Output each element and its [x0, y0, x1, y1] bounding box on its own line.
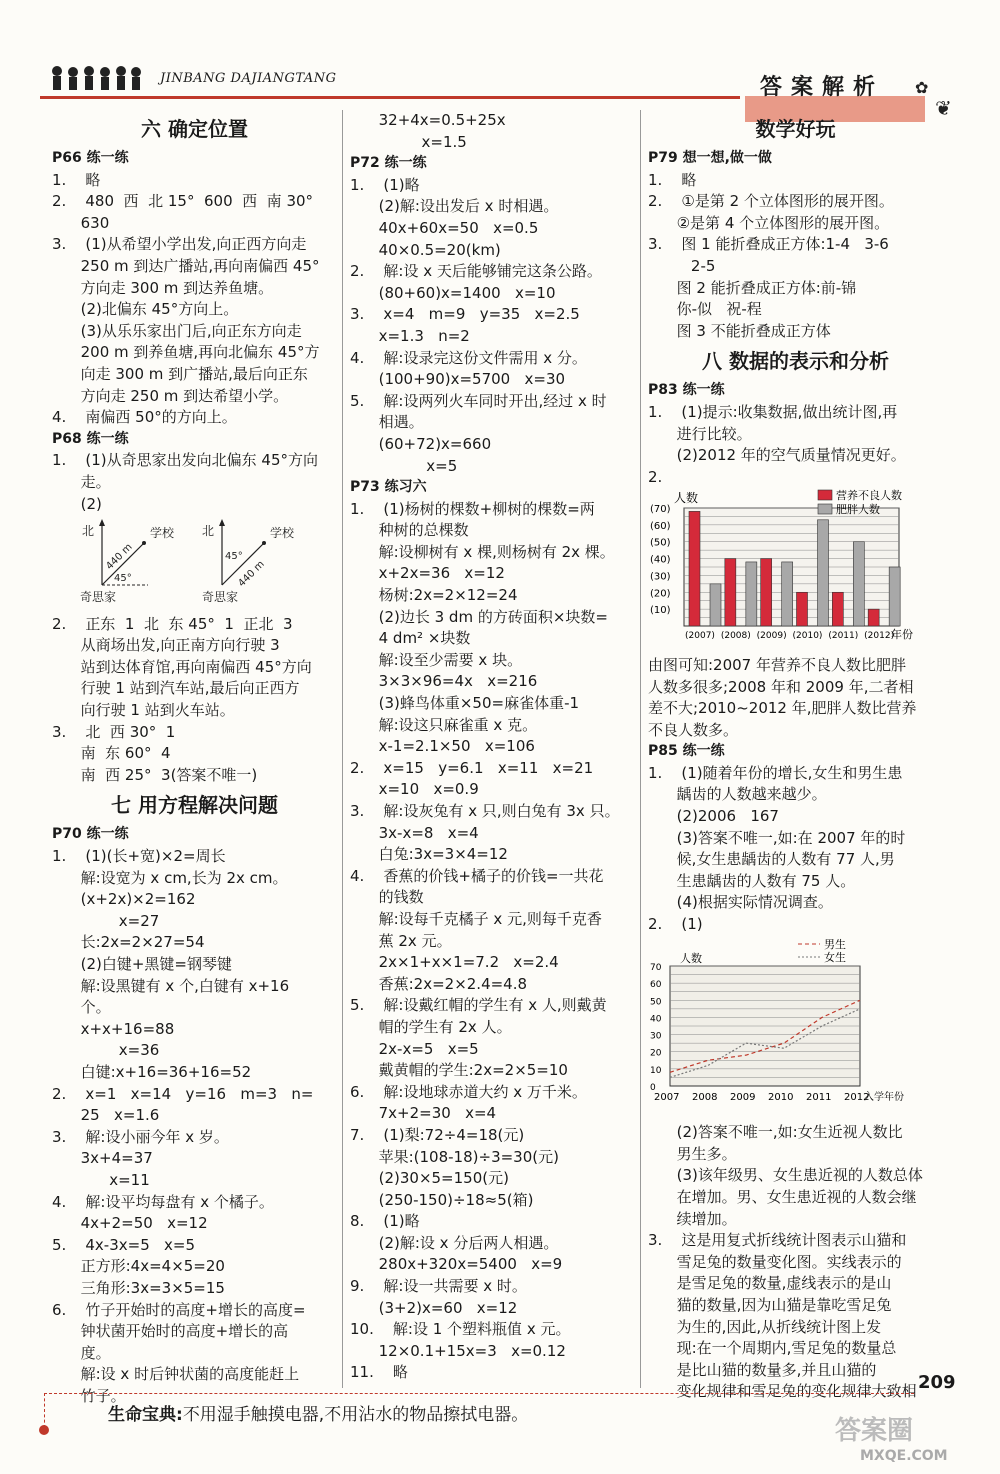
answer-line: 2. 480 西 北 15° 600 西 南 30° — [52, 192, 314, 211]
answer-line: 4x+2=50 x=12 — [52, 1214, 208, 1233]
answer-line: 杨树:2x=2×12=24 — [350, 586, 518, 605]
answer-line: (80+60)x=1400 x=10 — [350, 283, 556, 302]
answer-line: 2. x=1 x=14 y=16 m=3 n= — [52, 1084, 314, 1103]
x-tick-label: (2011) — [828, 631, 859, 642]
y-tick-label: 0 — [650, 1082, 656, 1093]
answer-line: 南 东 60° 4 — [52, 744, 171, 763]
x-tick-label: 2010 — [768, 1091, 794, 1103]
bar-obese — [710, 584, 721, 626]
answer-line: 2. (1) — [648, 915, 703, 934]
answer-line: x+x+16=88 — [52, 1019, 175, 1038]
x-tick-label: 2011 — [806, 1091, 832, 1103]
bar-obese — [889, 567, 900, 626]
page-number: 209 — [918, 1372, 956, 1393]
watermark-url: MXQE.COM — [860, 1448, 948, 1464]
exercise-heading: P79 想一想,做一做 — [648, 150, 772, 166]
exercise-heading: P66 练一练 — [52, 150, 129, 166]
brand-logo-dolls — [48, 62, 143, 92]
bar-obese — [818, 520, 829, 626]
y-tick-label: (60) — [650, 521, 671, 533]
school-label: 学校 — [150, 526, 175, 541]
deco-ornament-icon: ✿ — [915, 78, 929, 97]
answer-line: 1. (1)随着年份的增长,女生和男生患 — [648, 763, 903, 782]
answer-line: 南 西 25° 3(答案不唯一) — [52, 765, 258, 784]
answer-line: (3+2)x=60 x=12 — [350, 1298, 518, 1317]
answer-line: 7x+2=30 x=4 — [350, 1104, 497, 1123]
tip-text: 不用湿手触摸电器,不用沾水的物品擦拭电器。 — [182, 1405, 529, 1425]
answer-line: 香蕉:2x=2×2.4=4.8 — [350, 974, 528, 993]
x-tick-label: 2009 — [730, 1091, 756, 1103]
answer-line: x-1=2.1×50 x=106 — [350, 737, 535, 756]
answer-line: 续增加。 — [648, 1209, 737, 1228]
y-tick-label: (10) — [650, 605, 671, 617]
answer-line: 2x×1+x×1=7.2 x=2.4 — [350, 953, 559, 972]
y-tick-label: 70 — [650, 962, 662, 973]
answer-line: x=5 — [350, 456, 458, 475]
svg-text:45°: 45° — [225, 551, 243, 563]
answer-line: 32+4x=0.5+25x — [350, 111, 506, 129]
answer-line: 竹子。 — [52, 1386, 126, 1405]
answer-line: 苹果:(108-18)÷3=30(元) — [350, 1147, 559, 1166]
answer-line: (2)2006 167 — [648, 807, 779, 826]
answer-line: 3. 解:设灰兔有 x 只,则白兔有 3x 只。 — [350, 802, 620, 820]
answer-line: 帽的学生有 2x 人。 — [350, 1017, 512, 1036]
answer-line: (2)解:设出发后 x 时相遇。 — [350, 197, 559, 216]
bar-chart — [648, 488, 918, 648]
answer-line: (2)2012 年的空气质量情况更好。 — [648, 446, 906, 465]
answer-line: 10. 解:设 1 个塑料瓶值 x 元。 — [350, 1320, 571, 1339]
answer-line: (4)根据实际情况调查。 — [648, 893, 833, 912]
answer-line: (3)该年级男、女生患近视的人数总体 — [648, 1166, 923, 1185]
footer-dot — [39, 1425, 49, 1435]
answer-line: x+2x=36 x=12 — [350, 564, 505, 583]
answer-line: 钟状菌开始时的高度+增长的高 — [52, 1322, 289, 1341]
answer-line: 向走 300 m 到广播站,最后向正东 — [52, 364, 308, 383]
answer-line: 8. (1)略 — [350, 1212, 420, 1231]
answer-line: 变化规律和雪足兔的变化规律大致相 — [648, 1382, 917, 1401]
answer-line: 解:设黑键有 x 个,白键有 x+16 — [52, 976, 290, 995]
answer-line: 图 3 不能折叠成正方体 — [648, 321, 831, 340]
answer-column-1 — [52, 110, 337, 1407]
answer-line: 3x+4=37 — [52, 1149, 153, 1168]
answer-line: 5. 解:设两列火车同时开出,经过 x 时 — [350, 391, 607, 410]
y-tick-label: 10 — [650, 1065, 662, 1076]
header-rule — [40, 96, 740, 99]
answer-line: 2x-x=5 x=5 — [350, 1039, 479, 1058]
answer-line: 猫的数量,因为山猫是靠吃雪足兔 — [648, 1295, 892, 1314]
answer-line: 从商场出发,向正南方向行驶 3 — [52, 636, 280, 655]
answer-line: 3×3×96=4x x=216 — [350, 672, 538, 691]
answer-line: 5. 解:设戴红帽的学生有 x 人,则戴黄 — [350, 996, 607, 1015]
answer-line: (100+90)x=5700 x=30 — [350, 370, 566, 389]
legend-label: 肥胖人数 — [836, 503, 880, 517]
map-figure-wrap — [52, 515, 337, 614]
y-tick-label: 20 — [650, 1048, 662, 1059]
answer-line: 1. (1)提示:收集数据,做出统计图,再 — [648, 402, 898, 421]
answer-line: 2-5 — [648, 256, 716, 275]
tip-label: 生命宝典: — [108, 1405, 183, 1425]
y-tick-label: (50) — [650, 538, 671, 550]
answer-line: 进行比较。 — [648, 424, 752, 443]
answer-line: 3. x=4 m=9 y=35 x=2.5 — [350, 305, 580, 324]
answer-line: 候,女生患龋齿的人数有 77 人,男 — [648, 850, 895, 869]
answer-line: 解:设宽为 x cm,长为 2x cm。 — [52, 868, 288, 887]
answer-line: (3)从乐乐家出门后,向正东方向走 — [52, 321, 302, 340]
answer-line: 4. 解:设录完这份文件需用 x 分。 — [350, 348, 587, 367]
answer-line: (2) — [52, 494, 102, 513]
brand-text: JINBANG DAJIANGTANG — [160, 71, 337, 86]
x-tick-label: 2007 — [654, 1091, 680, 1103]
answer-line: 在增加。男、女生患近视的人数会继 — [648, 1188, 917, 1206]
deco-cat-icon: ❦ — [935, 96, 952, 120]
answer-title: 答案解析 — [760, 75, 885, 100]
y-tick-label: (70) — [650, 504, 671, 516]
bar-obese — [746, 562, 757, 626]
answer-line: 男生多。 — [648, 1144, 737, 1163]
answer-line: 三角形:3x=3×5=15 — [52, 1278, 225, 1297]
answer-line: ②是第 4 个立体图形的展开图。 — [648, 213, 890, 232]
footer-rule — [44, 1393, 914, 1395]
footer-rule-vertical — [44, 1393, 46, 1428]
exercise-heading: P85 练一练 — [648, 743, 725, 760]
answer-line: (2)30×5=150(元) — [350, 1169, 509, 1188]
answer-line: x=1.5 — [350, 132, 467, 151]
answer-line: (60+72)x=660 — [350, 434, 492, 453]
answer-line: (2)解:设 x 分后两人相遇。 — [350, 1233, 559, 1252]
legend-label: 男生 — [824, 937, 846, 951]
x-tick-label: (2012) — [864, 631, 895, 642]
section-title: 七 用方程解决问题 — [111, 793, 278, 818]
section-title: 数学好玩 — [755, 117, 836, 141]
answer-line: 2. x=15 y=6.1 x=11 x=21 — [350, 758, 594, 777]
answer-line: 11. 略 — [350, 1363, 408, 1382]
y-tick-label: (30) — [650, 571, 671, 583]
svg-text:奇思家: 奇思家 — [202, 590, 239, 605]
x-tick-label: (2009) — [756, 631, 787, 642]
footer-tip — [108, 1400, 528, 1425]
answer-line: 白兔:3x=3×4=12 — [350, 845, 508, 864]
bar-undernourished — [832, 593, 843, 627]
exercise-heading: P68 练一练 — [52, 430, 129, 447]
answer-line: 行驶 1 站到汽车站,最后向正西方 — [52, 679, 300, 698]
bar-undernourished — [689, 512, 700, 627]
x-tick-label: (2010) — [792, 631, 823, 642]
y-tick-label: 40 — [650, 1014, 662, 1025]
answer-line: 2. ①是第 2 个立体图形的展开图。 — [648, 192, 894, 211]
answer-line: (3)蜂鸟体重×50=麻雀体重-1 — [350, 694, 580, 713]
legend-label: 营养不良人数 — [836, 489, 902, 503]
answer-line: 差不大;2010~2012 年,肥胖人数比营养 — [648, 699, 917, 718]
answer-line: 1. (1)从奇思家出发向北偏东 45°方向 — [52, 451, 318, 470]
answer-line: 解:设 x 时后钟状菌的高度能赶上 — [52, 1365, 300, 1384]
answer-line: (x+2x)×2=162 — [52, 890, 196, 909]
answer-line: 由图可知:2007 年营养不良人数比肥胖 — [648, 655, 906, 674]
answer-line: 解:设每千克橘子 x 元,则每千克香 — [350, 909, 602, 928]
y-tick-label: 60 — [650, 979, 662, 990]
exercise-heading: P83 练一练 — [648, 382, 725, 399]
bar-chart-wrap — [648, 488, 943, 655]
north-label: 北 — [82, 524, 95, 539]
answer-line: x=27 — [52, 911, 160, 930]
answer-column-3 — [648, 110, 943, 1403]
answer-line: x=36 — [52, 1041, 160, 1060]
watermark-logo: 答案圈 — [835, 1416, 914, 1446]
svg-text:440 m: 440 m — [236, 558, 267, 590]
x-tick-label: 2008 — [692, 1091, 718, 1103]
answer-line: 种树的总棵数 — [350, 521, 469, 540]
answer-line: 解:设至少需要 x 块。 — [350, 650, 523, 669]
answer-line: 3x-x=8 x=4 — [350, 823, 479, 842]
answer-line: 25 x=1.6 — [52, 1106, 160, 1125]
y-tick-label: (40) — [650, 554, 671, 566]
x-tick-label: (2007) — [685, 631, 715, 642]
answer-line: 蕉 2x 元。 — [350, 931, 452, 950]
answer-line: 相遇。 — [350, 413, 424, 432]
answer-line: 正方形:4x=4×5=20 — [52, 1257, 225, 1276]
answer-line: 40x+60x=50 x=0.5 — [350, 218, 539, 237]
svg-text:学校: 学校 — [270, 526, 295, 541]
answer-line: 2. — [648, 467, 663, 486]
answer-line: 12×0.1+15x=3 x=0.12 — [350, 1341, 566, 1360]
answer-line: 2. 正东 1 北 东 45° 1 正北 3 — [52, 614, 293, 633]
answer-line: 6. 竹子开始时的高度+增长的高度= — [52, 1300, 306, 1319]
direction-map-figure — [52, 515, 312, 607]
answer-line: 走。 — [52, 472, 111, 491]
answer-line: 图 2 能折叠成正方体:前-锦 — [648, 278, 857, 297]
answer-line: 3. 这是用复式折线统计图表示山猫和 — [648, 1231, 907, 1250]
bar-obese — [853, 542, 864, 626]
answer-line: 3. (1)从希望小学出发,向正西方向走 — [52, 235, 307, 254]
answer-line: 方向走 250 m 到达希望小学。 — [52, 386, 289, 405]
answer-line: (250-150)÷18≈5(箱) — [350, 1190, 534, 1209]
answer-line: 1. (1)略 — [350, 175, 420, 194]
answer-line: 个。 — [52, 998, 111, 1017]
answer-line: 5. 4x-3x=5 x=5 — [52, 1235, 196, 1254]
column-divider — [640, 110, 641, 1388]
answer-line: 6. 解:设地球赤道大约 x 万千米。 — [350, 1082, 587, 1101]
svg-text:440 m: 440 m — [104, 541, 135, 573]
answer-line: x=10 x=0.9 — [350, 780, 479, 799]
line-chart — [648, 936, 918, 1116]
exercise-heading: P70 练一练 — [52, 826, 129, 843]
answer-line: (2)北偏东 45°方向上。 — [52, 300, 239, 319]
answer-line: 人数多很多;2008 年和 2009 年,二者相 — [648, 677, 914, 696]
svg-text:北: 北 — [202, 524, 215, 539]
section-title: 八 数据的表示和分析 — [702, 349, 889, 374]
svg-text:45°: 45° — [114, 573, 132, 585]
home-label: 奇思家 — [80, 590, 117, 605]
answer-line: 不良人数多。 — [648, 720, 739, 739]
exercise-heading: P73 练习六 — [350, 479, 427, 496]
answer-line: 1. 略 — [648, 170, 697, 189]
answer-line: 1. 略 — [52, 170, 101, 189]
bar-undernourished — [725, 559, 736, 626]
answer-line: 解:设柳树有 x 棵,则杨树有 2x 棵。 — [350, 542, 615, 561]
y-axis-label: 人数 — [674, 491, 699, 506]
answer-line: 3. 图 1 能折叠成正方体:1-4 3-6 — [648, 235, 889, 254]
answer-line: (2)答案不唯一,如:女生近视人数比 — [648, 1123, 903, 1142]
answer-line: 你-似 祝-程 — [648, 300, 762, 319]
column-divider — [342, 110, 343, 1388]
x-tick-label: 2012 — [844, 1091, 870, 1103]
exercise-heading: P72 练一练 — [350, 155, 427, 172]
legend-swatch — [818, 490, 832, 500]
answer-line: 龋齿的人数越来越少。 — [648, 785, 827, 804]
bar-undernourished — [868, 609, 879, 626]
y-tick-label: 50 — [650, 996, 662, 1007]
y-tick-label: (20) — [650, 588, 671, 600]
answer-line: 280x+320x=5400 x=9 — [350, 1255, 563, 1274]
answer-line: (3)答案不唯一,如:在 2007 年的时 — [648, 828, 906, 847]
y-axis-label: 人数 — [680, 951, 702, 965]
answer-line: 200 m 到养鱼塘,再向北偏东 45°方 — [52, 343, 320, 362]
legend-swatch — [818, 504, 832, 514]
line-chart-wrap — [648, 936, 943, 1123]
answer-line: 生患龋齿的人数有 75 人。 — [648, 871, 856, 890]
answer-line: 9. 解:设一共需要 x 时。 — [350, 1277, 527, 1296]
answer-line: 站到达体育馆,再向南偏西 45°方向 — [52, 657, 312, 676]
y-tick-label: 30 — [650, 1031, 662, 1042]
answer-line: 是比山猫的数量多,并且山猫的 — [648, 1360, 877, 1379]
answer-line: 雪足兔的数量变化图。实线表示的 — [648, 1252, 902, 1271]
answer-line: 向行驶 1 站到火车站。 — [52, 701, 235, 720]
section-title: 六 确定位置 — [141, 117, 248, 141]
answer-line: 是雪足兔的数量,虚线表示的是山 — [648, 1274, 892, 1293]
answer-line: 40×0.5=20(km) — [350, 240, 501, 259]
answer-line: 方向走 300 m 到达养鱼塘。 — [52, 278, 274, 297]
answer-line: 现:在一个周期内,雪足兔的数量总 — [648, 1339, 897, 1358]
legend-label: 女生 — [824, 950, 846, 964]
bar-undernourished — [797, 593, 808, 627]
answer-line: x=11 — [52, 1170, 150, 1189]
answer-line: 的钱数 — [350, 888, 424, 907]
answer-line: 度。 — [52, 1343, 111, 1362]
answer-line: 1. (1)杨树的棵数+柳树的棵数=两 — [350, 499, 595, 518]
answer-line: 3. 北 西 30° 1 — [52, 722, 176, 741]
answer-line: 戴黄帽的学生:2x=2×5=10 — [350, 1061, 568, 1080]
x-tick-label: (2008) — [720, 631, 751, 642]
bar-undernourished — [761, 559, 772, 626]
answer-line: 长:2x=2×27=54 — [52, 933, 205, 952]
answer-line: (2)白键+黑键=钢琴键 — [52, 955, 232, 973]
answer-line: 3. 解:设小丽今年 x 岁。 — [52, 1127, 229, 1146]
answer-line: 为生的,因此,从折线统计图上发 — [648, 1317, 882, 1336]
answer-line: 7. (1)梨:72÷4=18(元) — [350, 1125, 525, 1144]
answer-line: 4 dm² ×块数 — [350, 629, 471, 648]
bar-obese — [782, 562, 793, 626]
answer-line: 解:设这只麻雀重 x 克。 — [350, 715, 538, 734]
answer-column-2 — [350, 110, 632, 1384]
x-axis-label: 入学年份 — [864, 1091, 904, 1103]
answer-line: 630 — [52, 213, 110, 232]
answer-line: 1. (1)(长+宽)×2=周长 — [52, 847, 226, 866]
answer-line: 4. 香蕉的价钱+橘子的价钱=一共花 — [350, 866, 604, 885]
x-axis-label: 年份 — [891, 628, 913, 642]
answer-line: 4. 南偏西 50°的方向上。 — [52, 408, 237, 427]
answer-line: 白键:x+16=36+16=52 — [52, 1062, 252, 1081]
answer-line: 4. 解:设平均每盘有 x 个橘子。 — [52, 1192, 274, 1211]
answer-line: 2. 解:设 x 天后能够铺完这条公路。 — [350, 262, 602, 281]
answer-line: (2)边长 3 dm 的方砖面积×块数= — [350, 607, 608, 626]
answer-line: 250 m 到达广播站,再向南偏西 45° — [52, 256, 320, 275]
answer-line: x=1.3 n=2 — [350, 326, 470, 345]
